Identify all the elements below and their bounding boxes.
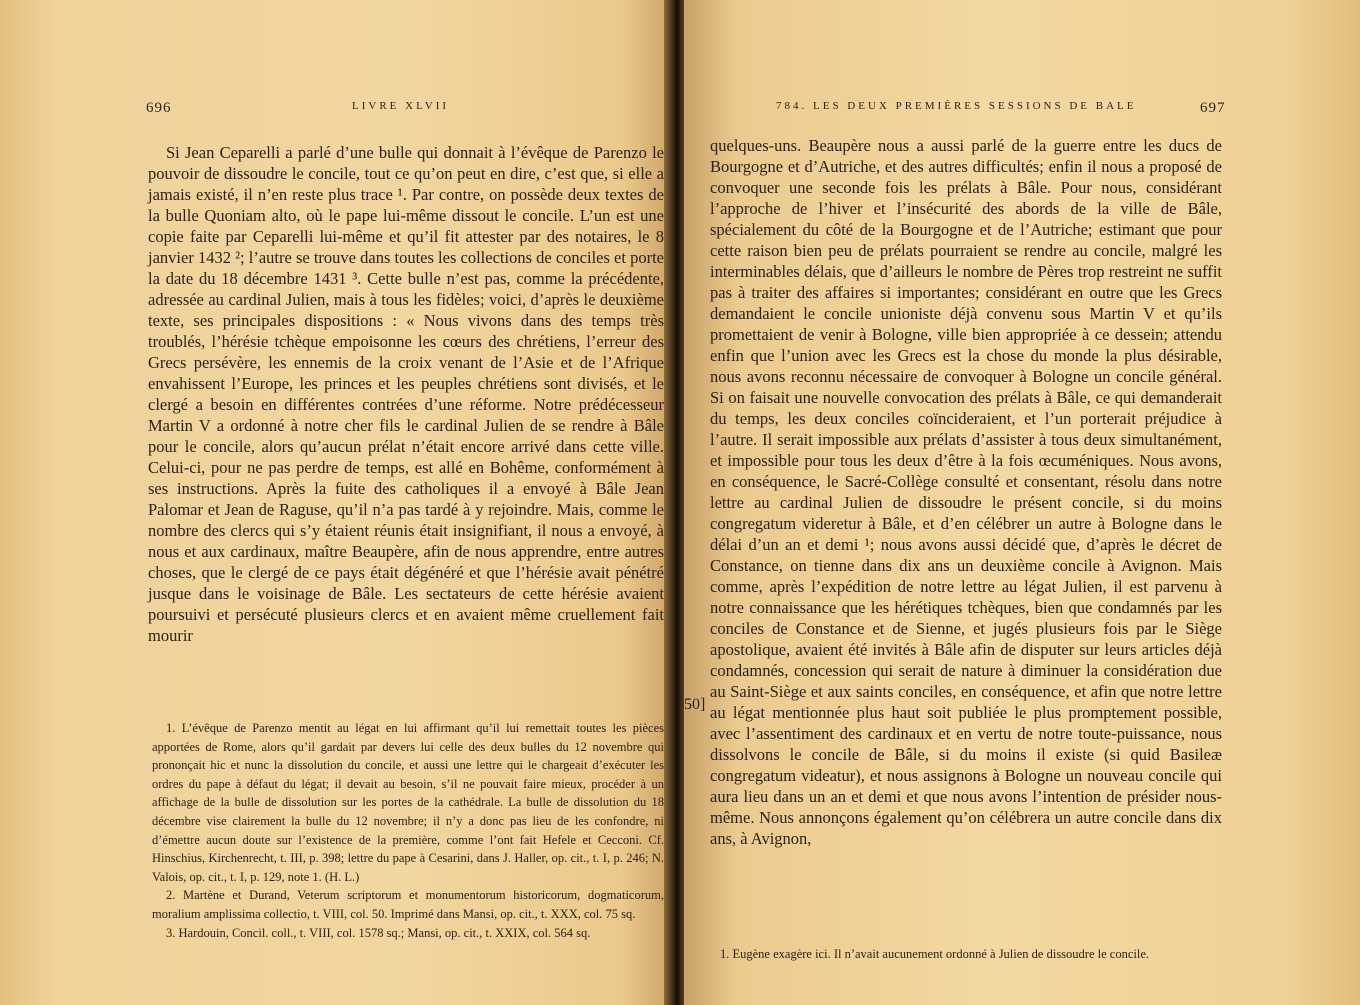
footnote-2: 2. Martène et Durand, Veterum scriptorum et monumentorum historicorum, dogmaticorum, moralium amplissima collectio, t. VIII, col. 50. Imprimé dans Mansi, op. cit., t. XXX, col. 75 sq. bbox=[152, 888, 664, 921]
right-body-text bbox=[710, 135, 1222, 849]
left-footnotes bbox=[152, 719, 664, 942]
left-page-number: 696 bbox=[146, 100, 172, 116]
left-running-head: LIVRE XLVII bbox=[352, 100, 450, 112]
left-page bbox=[0, 0, 676, 1005]
right-page bbox=[684, 0, 1360, 1005]
right-footnotes bbox=[706, 945, 1222, 964]
left-body-paragraph: Si Jean Ceparelli a parlé d’une bulle qui donnait à l’évêque de Parenzo le pouvoir de dissoudre le concile, tout ce qu’on peut en dire, c’est que, si elle a jamais existé, il n’en reste plus trace ¹. Par contre, on possède deux textes de la bulle Quoniam alto, où le pape lui-même dissout le concile. L’un est une copie faite par Ceparelli lui-même et qu’il fit attester par des notaires, le 8 janvier 1432 ²; l’autre se trouve dans toutes les collections de conciles et porte la date du 18 décembre 1431 ³. Cette bulle n’est pas, comme la précédente, adressée au cardinal Julien, mais à tous les fidèles; voici, d’après le deuxième texte, ses principales dispositions : « Nous vivons dans des temps très troublés, l’hérésie tchèque empoisonne les cœurs des chrétiens, l’erreur des Grecs persévère, les ennemis de la croix venant de l’Asie et de l’Afrique envahissent l’Europe, les princes et les peuples chrétiens sont divisés, et le clergé a besoin en différentes contrées d’une réforme. Notre prédécesseur Martin V a ordonné à notre cher fils le cardinal Julien de se rendre à Bâle pour le concile, alors qu’aucun prélat n’était encore arrivé dans cette ville. Celui-ci, pour ne pas perdre de temps, est allé en Bohême, conformément à ses instructions. Après la fuite des catholiques il a envoyé à Bâle Jean Palomar et Jean de Raguse, qu’il n’a pas tardé à y rejoindre. Mais, comme le nombre des clercs qui s’y étaient réunis était insignifiant, il nous a envoyé, à nous et aux cardinaux, maître Beaupère, afin de nous apprendre, entre autres choses, que le clergé de ce pays était dégénéré et que l’hérésie avait pénétré jusque dans le voisinage de Bâle. Les sectateurs de cette hérésie avaient poursuivi et persécuté plusieurs clercs et en avaient même cruellement fait mourir bbox=[148, 143, 664, 645]
footnote-3: 3. Hardouin, Concil. coll., t. VIII, col. 1578 sq.; Mansi, op. cit., t. XXIX, col. 564 sq. bbox=[166, 925, 591, 940]
right-page-number: 697 bbox=[1200, 100, 1226, 116]
footnote-right-1: 1. Eugène exagère ici. Il n’avait aucunement ordonné à Julien de dissoudre le concile. bbox=[720, 947, 1149, 961]
margin-folio-mark: 50] bbox=[684, 696, 706, 713]
footnote-1: 1. L’évêque de Parenzo mentit au légat en lui affirmant qu’il lui remettait toutes les pièces apportées de Rome, alors qu’il gardait par devers lui celle des deux bulles du 12 novembre qui prononçait hic et nunc la dissolution du concile, et aussi une lettre qui le chargeait d’exécuter les ordres du pape à défaut du légat; il devait au besoin, s’il ne pouvait faire mieux, procéder à un affichage de la bulle de dissolution sur les portes de la cathédrale. La bulle de dissolution du 18 décembre vise clairement la bulle du 12 novembre; il n’y a donc pas lieu de les confondre, ni d’émettre aucun doute sur l’existence de la première, comme l’ont fait Hefele et Cecconi. Cf. Hinschius, Kirchenrecht, t. III, p. 398; lettre du pape à Cesarini, dans J. Haller, op. cit., t. I, p. 246; N. Valois, op. cit., t. I, p. 129, note 1. (H. L.) bbox=[152, 721, 664, 884]
right-running-head: 784. LES DEUX PREMIÈRES SESSIONS DE BALE bbox=[776, 100, 1137, 112]
right-body-paragraph: quelques-uns. Beaupère nous a aussi parlé de la guerre entre les ducs de Bourgogne et d’Autriche, et des autres difficultés; enfin il nous a proposé de convoquer une seconde fois les prélats à Bâle. Pour nous, considérant l’approche de l’hiver et l’insécurité des abords de la ville de Bâle, spécialement du côté de la Bourgogne et de l’Autriche; estimant que pour cette raison bien peu de prélats pourraient se rendre au concile, malgré les interminables délais, que d’ailleurs le nombre de Pères trop restreint ne suffit pas à traiter des affaires si importantes; considérant en outre que les Grecs demandaient le concile unioniste déjà convenu sous Martin V et qu’ils promettaient de venir à Bologne, ville bien appropriée à ce dessein; attendu enfin que l’union avec les Grecs est la chose du monde la plus désirable, nous avons reconnu nécessaire de convoquer à Bologne un concile général. Si on faisait une nouvelle convocation des prélats à Bâle, ce qui demanderait du temps, les deux conciles coïncideraient, et l’un porterait préjudice à l’autre. Il serait impossible aux prélats d’assister à tous deux simultanément, et impossible pour tous les deux d’être à la fois œcuméniques. Nous avons, en conséquence, le Sacré-Collège consulté et consentant, résolu dans notre lettre au cardinal Julien de dissoudre le présent concile, si du moins congregatum videretur à Bâle, et d’en célébrer un autre à Bologne dans le délai d’un an et demi ¹; nous avons aussi décidé que, d’après le décret de Constance, on tienne dans dix ans un deuxième concile à Avignon. Mais comme, après l’expédition de notre lettre au légat Julien, il est parvenu à notre connaissance que les hérétiques tchèques, bien que condamnés par les conciles de Constance et de Sienne, et jugés plusieurs fois par le Siège apostolique, avaient été invités à Bâle afin de disputer sur leurs articles déjà condamnés, concession qui serait de nature à diminuer la considération due au Saint-Siège et aux saints conciles, en conséquence, et afin que notre lettre au légat mentionnée plus haut soit publiée le plus promptement possible, avec l’assentiment des cardinaux et en vertu de notre toute-puissance, nous dissolvons le concile de Bâle, si du moins il existe (si quid Basileæ congregatum videatur), et nous assignons à Bologne un nouveau concile qui aura lieu dans un an et demi et que nous avons l’intention de présider nous-même. Nous annonçons également qu’on célébrera un autre concile dans dix ans, à Avignon, bbox=[710, 136, 1222, 848]
left-body-text bbox=[148, 142, 664, 646]
